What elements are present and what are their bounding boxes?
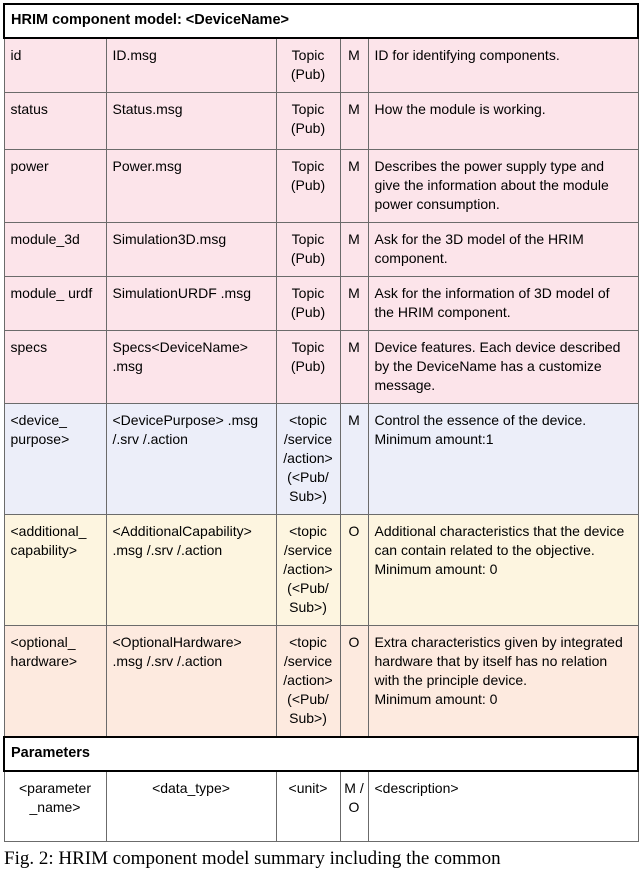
cell-id: status [4,93,106,150]
cell-mo: M [340,223,368,277]
cell-description: <description> [368,771,638,841]
cell-file: <DevicePurpose> .msg /.srv /.action [106,404,276,515]
cell-desc: Extra characteristics given by integrated hardware that by itself has no relation with the principle device. Minimum amount: 0 [368,626,638,738]
cell-type: Topic (Pub) [276,331,340,404]
figure-caption: Fig. 2: HRIM component model summary including the common [4,848,501,869]
cell-file: Status.msg [106,93,276,150]
cell-id: <optional_ hardware> [4,626,106,738]
cell-desc: How the module is working. [368,93,638,150]
cell-file: ID.msg [106,38,276,93]
cell-mo: M [340,277,368,331]
cell-unit: <unit> [276,771,340,841]
cell-type: <topic /service /action> (<Pub/ Sub>) [276,404,340,515]
cell-param-name: <parameter _name> [4,771,106,841]
cell-file: Power.msg [106,150,276,223]
cell-file: SimulationURDF .msg [106,277,276,331]
cell-type: <topic /service /action> (<Pub/ Sub>) [276,515,340,626]
cell-desc: ID for identifying components. [368,38,638,93]
component-model-table [3,3,639,842]
cell-mo: M [340,150,368,223]
parameters-title: Parameters [4,737,638,771]
cell-data-type: <data_type> [106,771,276,841]
table-row [4,93,638,150]
cell-desc: Additional characteristics that the device can contain related to the objective. Minimum amount: 0 [368,515,638,626]
cell-desc: Control the essence of the device. Minimum amount:1 [368,404,638,515]
cell-file: <OptionalHardware> .msg /.srv /.action [106,626,276,738]
table-row [4,404,638,515]
cell-mo: M [340,38,368,93]
cell-desc: Describes the power supply type and give the information about the module power consumption. [368,150,638,223]
cell-desc: Device features. Each device described by the DeviceName has a customize message. [368,331,638,404]
cell-type: Topic (Pub) [276,223,340,277]
cell-id: module_ urdf [4,277,106,331]
cell-id: module_3d [4,223,106,277]
cell-id: id [4,38,106,93]
cell-mo: M / O [340,771,368,841]
cell-type: Topic (Pub) [276,277,340,331]
cell-desc: Ask for the 3D model of the HRIM component. [368,223,638,277]
cell-type: <topic /service /action> (<Pub/ Sub>) [276,626,340,738]
table-row [4,515,638,626]
cell-mo: M [340,331,368,404]
table-title: HRIM component model: <DeviceName> [4,4,638,38]
cell-type: Topic (Pub) [276,38,340,93]
cell-type: Topic (Pub) [276,93,340,150]
table-row [4,626,638,738]
cell-mo: O [340,626,368,738]
table-row [4,331,638,404]
table-row [4,223,638,277]
cell-id: <additional_ capability> [4,515,106,626]
cell-file: Simulation3D.msg [106,223,276,277]
cell-desc: Ask for the information of 3D model of the HRIM component. [368,277,638,331]
cell-mo: M [340,404,368,515]
cell-type: Topic (Pub) [276,150,340,223]
cell-mo: M [340,93,368,150]
cell-file: <AdditionalCapability> .msg /.srv /.action [106,515,276,626]
parameter-row [4,771,638,841]
cell-id: specs [4,331,106,404]
cell-id: power [4,150,106,223]
cell-id: <device_ purpose> [4,404,106,515]
cell-file: Specs<DeviceName> .msg [106,331,276,404]
table-row [4,277,638,331]
table-row [4,150,638,223]
table-row [4,38,638,93]
cell-mo: O [340,515,368,626]
